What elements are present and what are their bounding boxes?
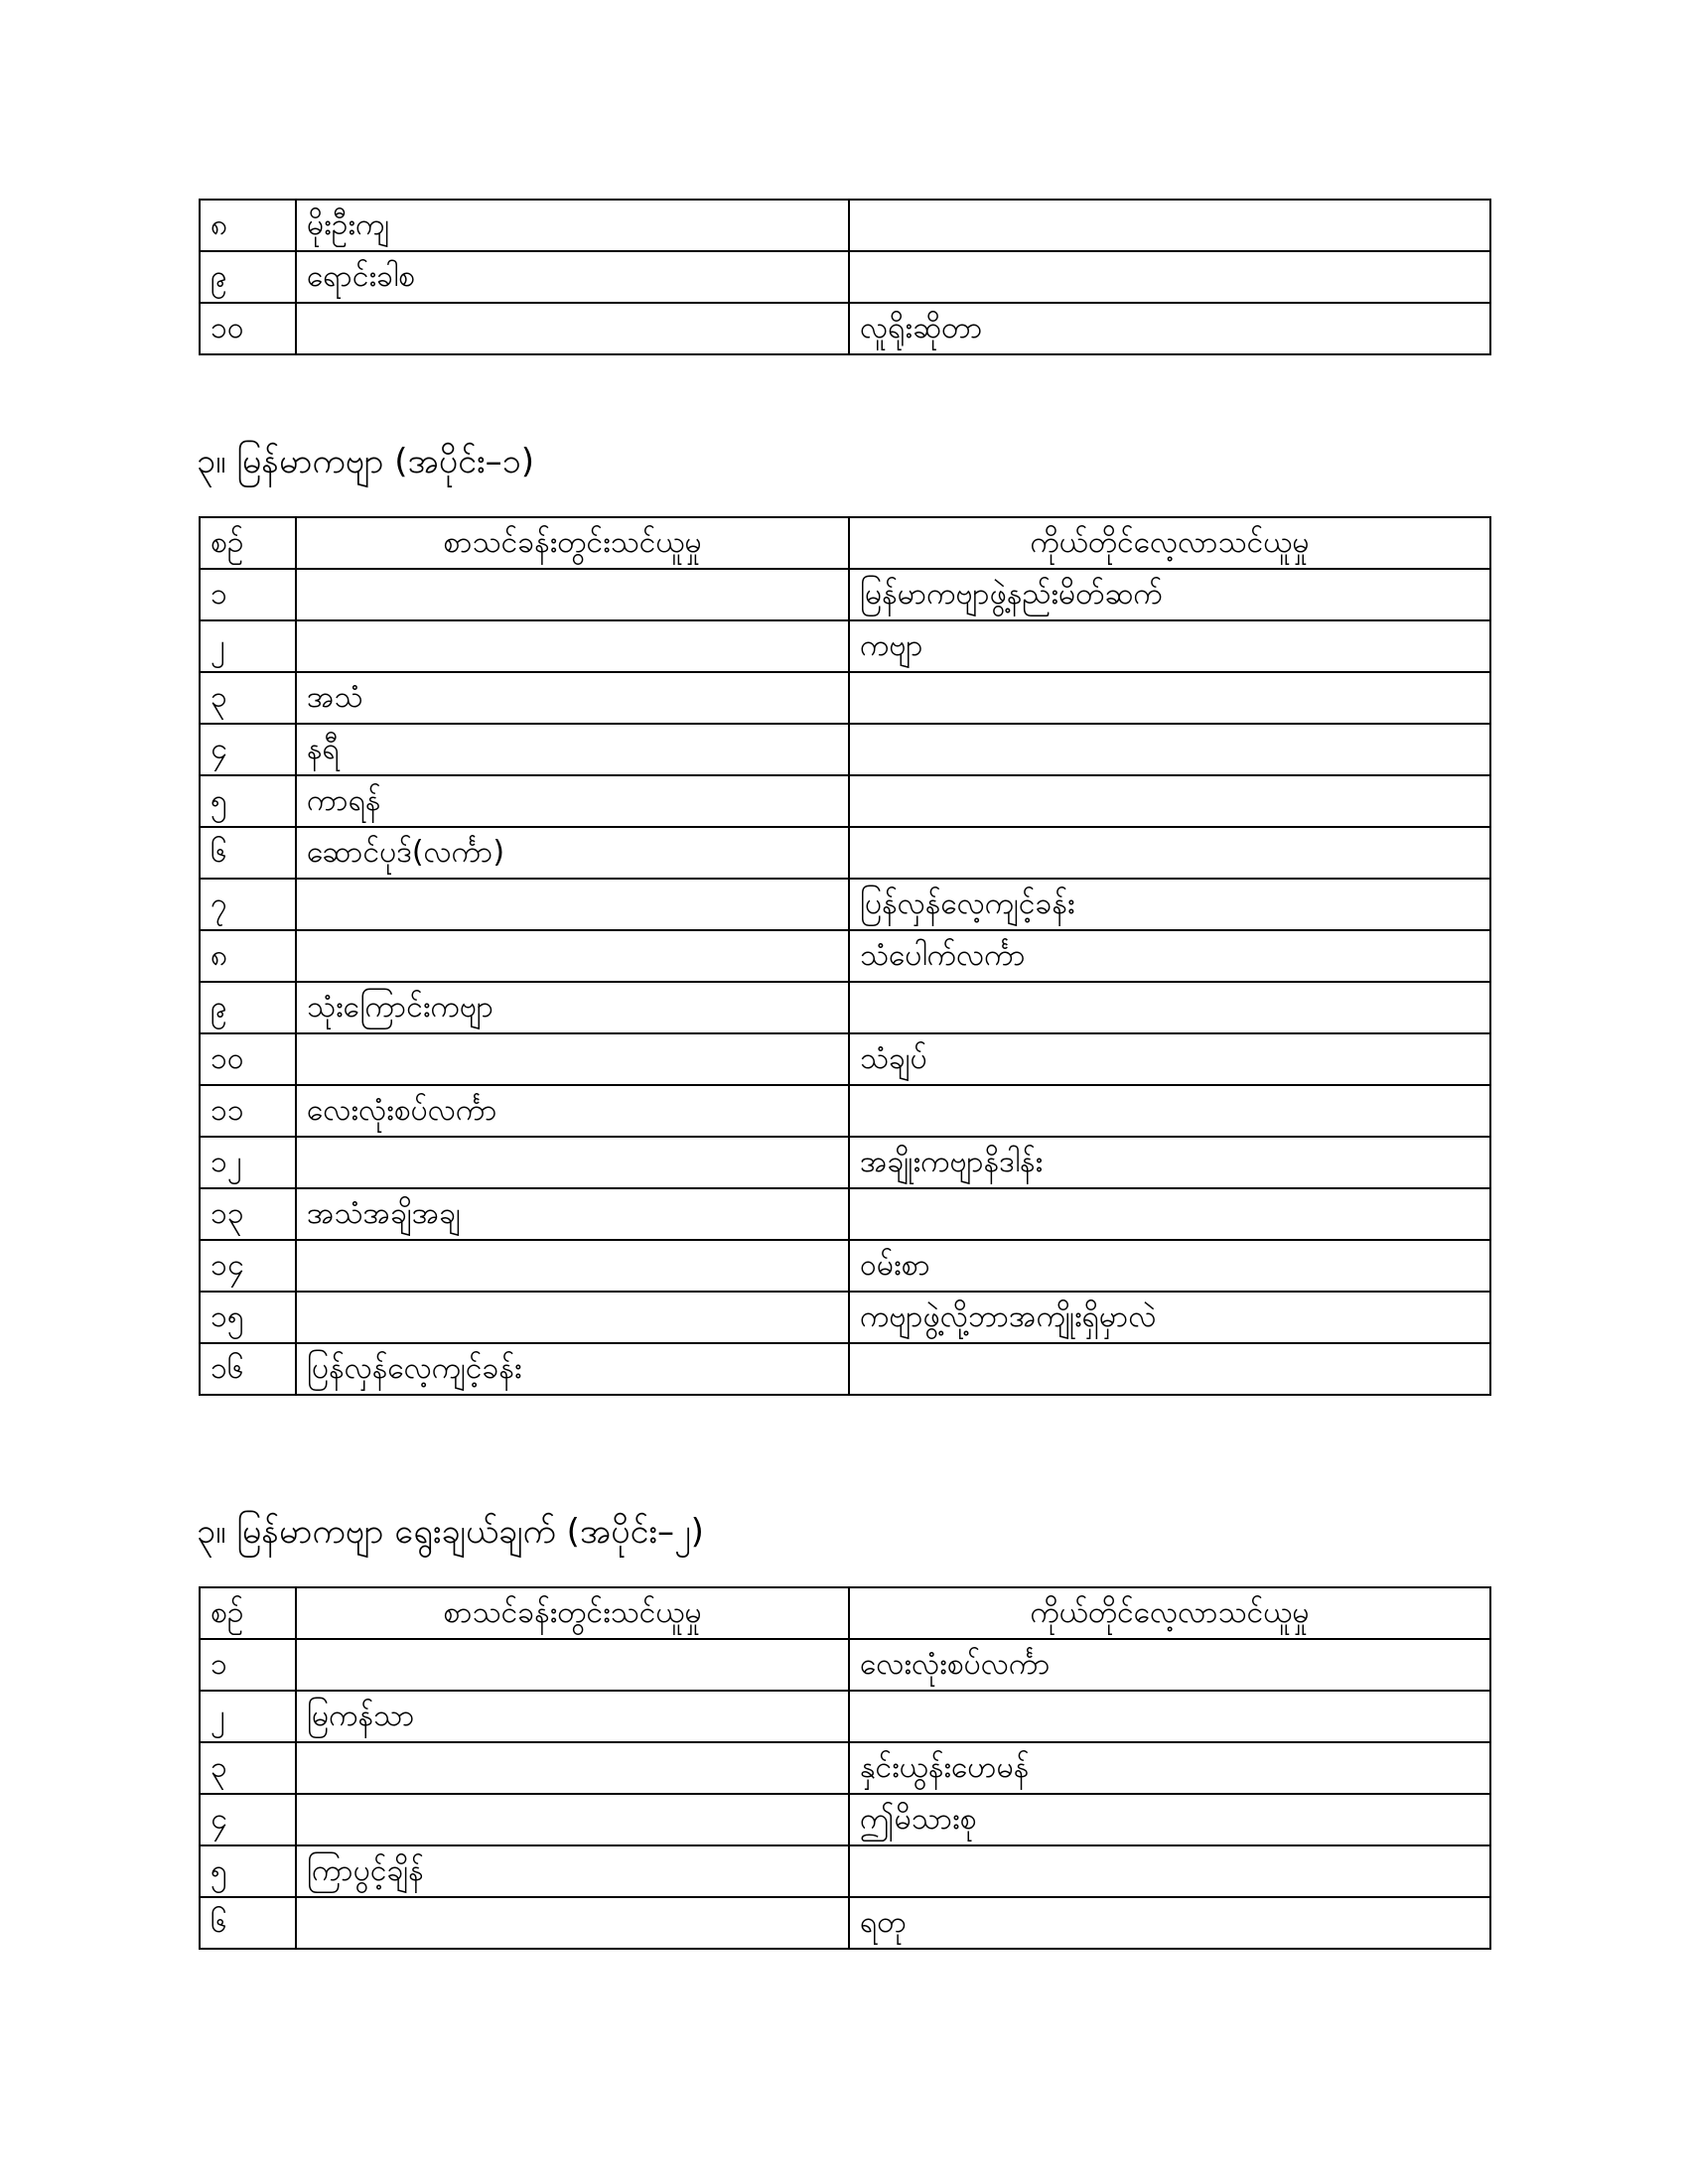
self-study-cell: [849, 1085, 1490, 1137]
table-row: [200, 724, 1490, 775]
table-row: [200, 1794, 1490, 1845]
row-number: ၁၀: [200, 303, 296, 354]
table-row: [200, 1742, 1490, 1794]
table-continuation: [199, 199, 1491, 355]
row-number: ၄: [200, 724, 296, 775]
self-study-cell: ဝမ်းစာ: [849, 1240, 1490, 1292]
classroom-cell: ကြာပွင့်ချိန်: [296, 1845, 849, 1897]
self-study-cell: [849, 672, 1490, 724]
classroom-cell: သုံးကြောင်းကဗျာ: [296, 982, 849, 1033]
self-study-cell: ကဗျာဖွဲ့လို့ဘာအကျိုးရှိမှာလဲ: [849, 1292, 1490, 1343]
table-row: [200, 1137, 1490, 1188]
row-number: ၁၆: [200, 1343, 296, 1395]
row-number: ၃: [200, 672, 296, 724]
self-study-cell: ပြန်လှန်လေ့ကျင့်ခန်း: [849, 879, 1490, 930]
row-number: ၁၀: [200, 1033, 296, 1085]
classroom-cell: အသံ: [296, 672, 849, 724]
row-number: ၁၂: [200, 1137, 296, 1188]
row-number: ၉: [200, 251, 296, 303]
table-row: [200, 1085, 1490, 1137]
self-study-cell: [849, 775, 1490, 827]
header-number: စဉ်: [200, 1587, 296, 1639]
self-study-cell: [849, 1188, 1490, 1240]
row-number: ၅: [200, 775, 296, 827]
classroom-cell: လေးလုံးစပ်လင်္ကာ: [296, 1085, 849, 1137]
classroom-cell: [296, 1742, 849, 1794]
table-row: [200, 1639, 1490, 1691]
row-number: ၁: [200, 1639, 296, 1691]
header-self-study: ကိုယ်တိုင်လေ့လာသင်ယူမှု: [849, 1587, 1490, 1639]
row-number: ၂: [200, 620, 296, 672]
classroom-cell: [296, 303, 849, 354]
classroom-cell: [296, 1033, 849, 1085]
table-poetry-part2: [199, 1586, 1491, 1950]
table-row: [200, 930, 1490, 982]
table-row: [200, 303, 1490, 354]
classroom-cell: နရီ: [296, 724, 849, 775]
classroom-cell: [296, 1240, 849, 1292]
table-header-row: [200, 1587, 1490, 1639]
table-row: [200, 620, 1490, 672]
table-row: [200, 672, 1490, 724]
self-study-cell: [849, 1691, 1490, 1742]
classroom-cell: ကာရန်: [296, 775, 849, 827]
row-number: ၁၄: [200, 1240, 296, 1292]
header-classroom: စာသင်ခန်းတွင်းသင်ယူမှု: [296, 517, 849, 569]
table-row: [200, 1897, 1490, 1949]
row-number: ၇: [200, 879, 296, 930]
header-self-study: ကိုယ်တိုင်လေ့လာသင်ယူမှု: [849, 517, 1490, 569]
row-number: ၁: [200, 569, 296, 620]
classroom-cell: မြကန်သာ: [296, 1691, 849, 1742]
classroom-cell: [296, 1794, 849, 1845]
self-study-cell: [849, 1343, 1490, 1395]
section-heading-poetry-part2: ၃။ မြန်မာကဗျာ ရွေးချယ်ချက် (အပိုင်း–၂): [197, 1512, 704, 1552]
self-study-cell: ဤမိသားစု: [849, 1794, 1490, 1845]
self-study-cell: သံပေါက်လင်္ကာ: [849, 930, 1490, 982]
self-study-cell: နှင်းယွန်းဟေမန်: [849, 1742, 1490, 1794]
classroom-cell: [296, 1897, 849, 1949]
self-study-cell: ကဗျာ: [849, 620, 1490, 672]
classroom-cell: ရောင်းခါစ: [296, 251, 849, 303]
self-study-cell: [849, 251, 1490, 303]
classroom-cell: [296, 1292, 849, 1343]
self-study-cell: [849, 827, 1490, 879]
table-poetry-part1: [199, 516, 1491, 1396]
self-study-cell: သံချပ်: [849, 1033, 1490, 1085]
classroom-cell: [296, 620, 849, 672]
self-study-cell: မြန်မာကဗျာဖွဲ့နည်းမိတ်ဆက်: [849, 569, 1490, 620]
classroom-cell: [296, 1639, 849, 1691]
table-row: [200, 1240, 1490, 1292]
classroom-cell: ပြန်လှန်လေ့ကျင့်ခန်း: [296, 1343, 849, 1395]
section-heading-poetry-part1: ၃။ မြန်မာကဗျာ (အပိုင်း–၁): [197, 442, 534, 481]
classroom-cell: မိုးဦးကျ: [296, 200, 849, 251]
row-number: ၁၅: [200, 1292, 296, 1343]
self-study-cell: ရတု: [849, 1897, 1490, 1949]
row-number: ၃: [200, 1742, 296, 1794]
classroom-cell: ဆောင်ပုဒ်(လင်္ကာ): [296, 827, 849, 879]
self-study-cell: [849, 1845, 1490, 1897]
table-row: [200, 200, 1490, 251]
table-row: [200, 1343, 1490, 1395]
header-number: စဉ်: [200, 517, 296, 569]
self-study-cell: [849, 982, 1490, 1033]
row-number: ၁၃: [200, 1188, 296, 1240]
classroom-cell: [296, 930, 849, 982]
row-number: ၈: [200, 930, 296, 982]
row-number: ၆: [200, 827, 296, 879]
row-number: ၈: [200, 200, 296, 251]
self-study-cell: လေးလုံးစပ်လင်္ကာ: [849, 1639, 1490, 1691]
self-study-cell: လူရိုးဆိုတာ: [849, 303, 1490, 354]
classroom-cell: [296, 1137, 849, 1188]
self-study-cell: အချိုးကဗျာနိဒါန်း: [849, 1137, 1490, 1188]
table-row: [200, 827, 1490, 879]
row-number: ၆: [200, 1897, 296, 1949]
row-number: ၅: [200, 1845, 296, 1897]
row-number: ၂: [200, 1691, 296, 1742]
classroom-cell: [296, 569, 849, 620]
self-study-cell: [849, 724, 1490, 775]
row-number: ၁၁: [200, 1085, 296, 1137]
table-row: [200, 1691, 1490, 1742]
header-classroom: စာသင်ခန်းတွင်းသင်ယူမှု: [296, 1587, 849, 1639]
table-header-row: [200, 517, 1490, 569]
row-number: ၉: [200, 982, 296, 1033]
self-study-cell: [849, 200, 1490, 251]
table-row: [200, 879, 1490, 930]
table-row: [200, 569, 1490, 620]
table-row: [200, 1845, 1490, 1897]
table-row: [200, 1188, 1490, 1240]
classroom-cell: [296, 879, 849, 930]
table-row: [200, 1033, 1490, 1085]
table-row: [200, 1292, 1490, 1343]
row-number: ၄: [200, 1794, 296, 1845]
table-row: [200, 982, 1490, 1033]
classroom-cell: အသံအချိအချ: [296, 1188, 849, 1240]
table-row: [200, 251, 1490, 303]
table-row: [200, 775, 1490, 827]
